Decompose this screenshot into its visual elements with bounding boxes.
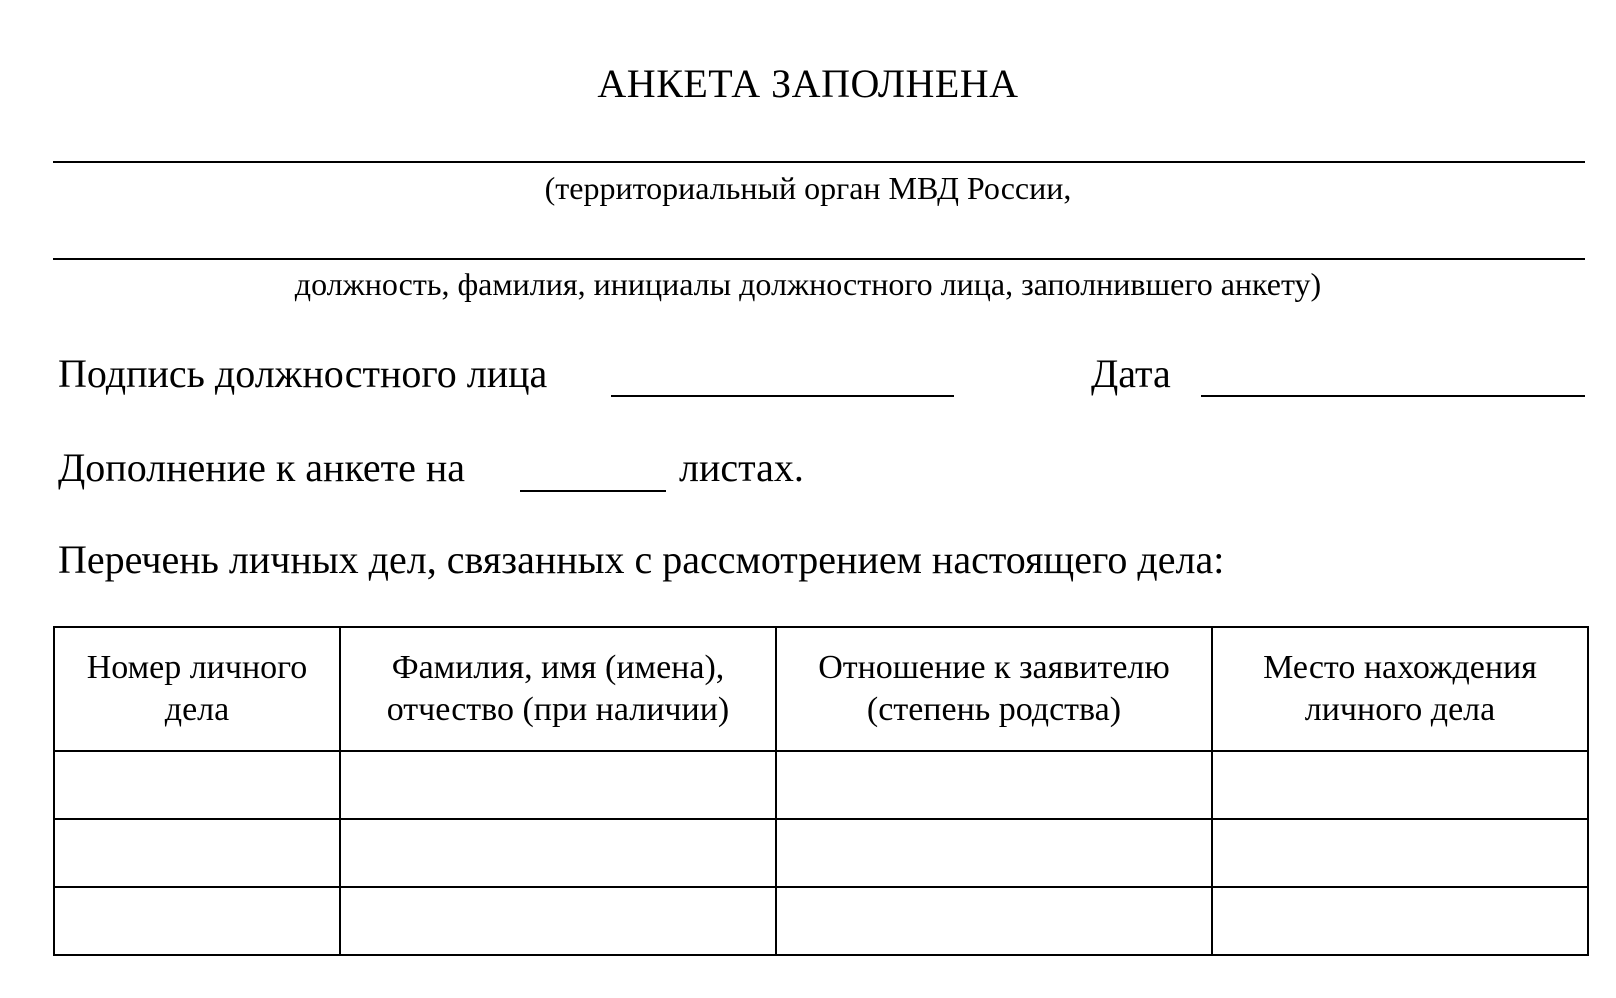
table-cell[interactable] bbox=[776, 887, 1212, 955]
authority-line-1[interactable] bbox=[53, 161, 1585, 163]
table-cell[interactable] bbox=[340, 887, 776, 955]
table-cell[interactable] bbox=[776, 819, 1212, 887]
signature-field[interactable] bbox=[611, 395, 954, 397]
authority-caption-2: должность, фамилия, инициалы должностного лица, заполнившего анкету) bbox=[294, 266, 1322, 302]
header-full-name: Фамилия, имя (имена), отчество (при наличии) bbox=[340, 627, 776, 751]
signature-label: Подпись должностного лица bbox=[58, 351, 548, 396]
table-cell[interactable] bbox=[1212, 819, 1588, 887]
header-relationship: Отношение к заявителю (степень родства) bbox=[776, 627, 1212, 751]
table-cell[interactable] bbox=[54, 819, 340, 887]
table-cell[interactable] bbox=[1212, 751, 1588, 819]
table-header-row bbox=[54, 627, 1588, 751]
table-cell[interactable] bbox=[1212, 887, 1588, 955]
table-cell[interactable] bbox=[776, 751, 1212, 819]
table-cell[interactable] bbox=[54, 887, 340, 955]
table-cell[interactable] bbox=[340, 819, 776, 887]
supplement-label: Дополнение к анкете на bbox=[58, 445, 466, 490]
list-heading: Перечень личных дел, связанных с рассмотрением настоящего дела: bbox=[58, 537, 1225, 582]
supplement-sheets-field[interactable] bbox=[520, 490, 666, 492]
table-row bbox=[54, 887, 1588, 955]
date-label: Дата bbox=[1091, 351, 1171, 396]
table-row bbox=[54, 819, 1588, 887]
form-title: АНКЕТА ЗАПОЛНЕНА bbox=[597, 61, 1019, 106]
table-cell[interactable] bbox=[340, 751, 776, 819]
table-cell[interactable] bbox=[54, 751, 340, 819]
supplement-suffix: листах. bbox=[679, 445, 804, 490]
header-file-number: Номер личного дела bbox=[54, 627, 340, 751]
authority-caption-1: (территориальный орган МВД России, bbox=[544, 170, 1072, 206]
authority-line-2[interactable] bbox=[53, 258, 1585, 260]
table-row bbox=[54, 751, 1588, 819]
header-file-location: Место нахождения личного дела bbox=[1212, 627, 1588, 751]
date-field[interactable] bbox=[1201, 395, 1585, 397]
personal-files-table bbox=[53, 626, 1589, 956]
